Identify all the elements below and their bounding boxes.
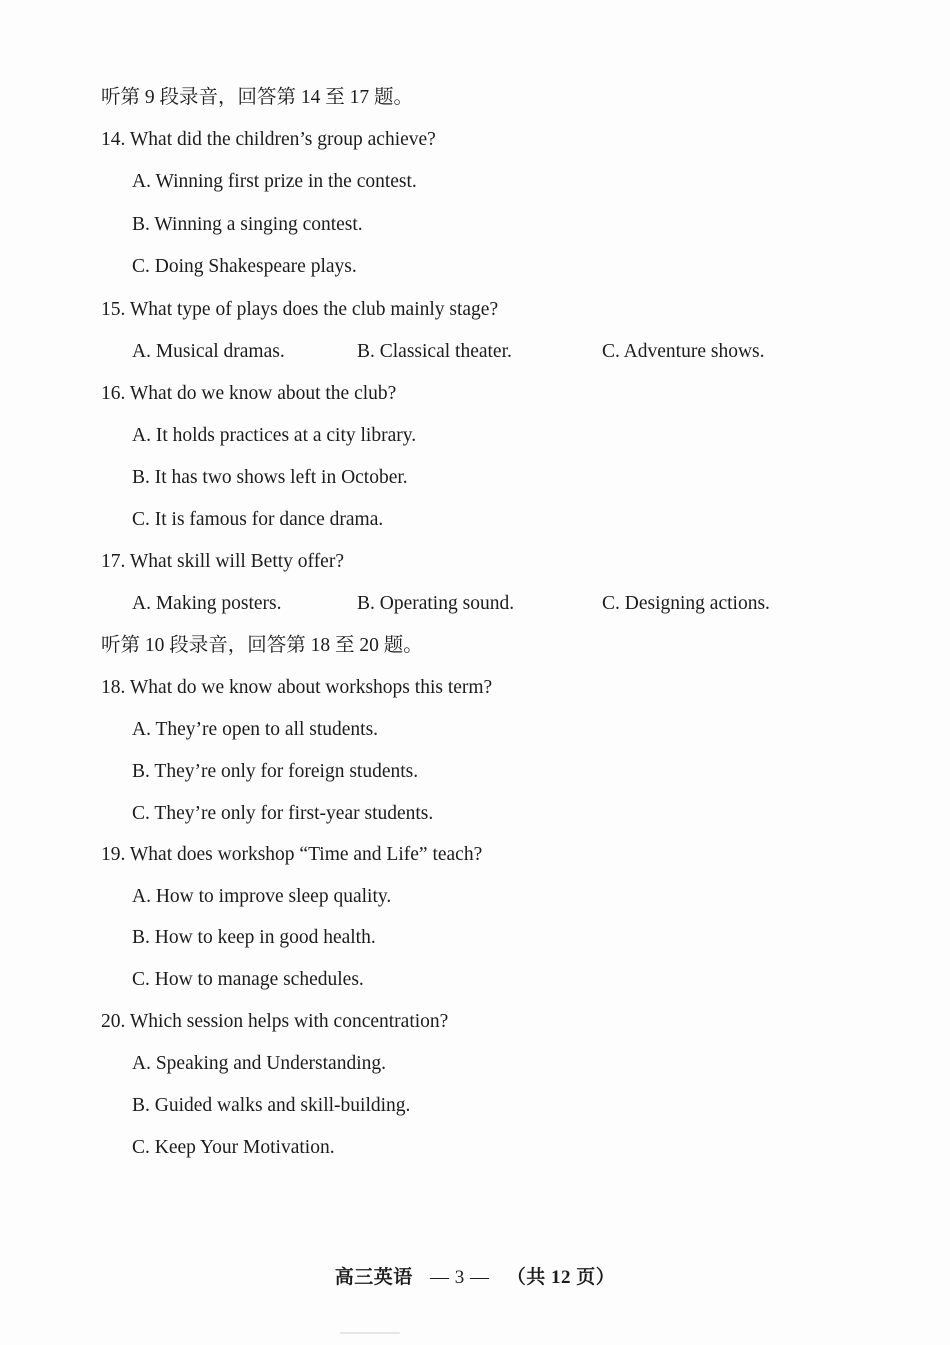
question-16-option-a: A. It holds practices at a city library. [132,425,417,446]
question-16-option-c: C. It is famous for dance drama. [132,509,384,530]
question-19-option-b: B. How to keep in good health. [132,927,376,948]
question-18-option-a: A. They’re open to all students. [132,719,379,740]
question-15-option-a: A. Musical dramas. [132,341,285,362]
question-14-option-c: C. Doing Shakespeare plays. [132,256,357,277]
question-18-stem: 18. What do we know about workshops this term? [101,677,493,698]
question-20-stem: 20. Which session helps with concentration? [101,1011,449,1032]
question-19-option-c: C. How to manage schedules. [132,969,364,990]
question-18-option-c: C. They’re only for first-year students. [132,803,434,824]
question-16-option-b: B. It has two shows left in October. [132,467,408,488]
question-18-option-b: B. They’re only for foreign students. [132,761,419,782]
question-17-option-a: A. Making posters. [132,593,282,614]
question-20-option-a: A. Speaking and Understanding. [132,1053,386,1074]
scan-mark [340,1332,400,1334]
question-15-stem: 15. What type of plays does the club mainly stage? [101,299,499,320]
section-heading-10: 听第 10 段录音，回答第 18 至 20 题。 [101,635,423,656]
question-15-option-b: B. Classical theater. [357,341,512,362]
question-14-option-b: B. Winning a singing contest. [132,214,363,235]
footer-subject: 高三英语 [334,1267,413,1288]
question-14-stem: 14. What did the children’s group achieve? [101,129,436,150]
section-heading-9: 听第 9 段录音，回答第 14 至 17 题。 [101,87,414,108]
question-14-option-a: A. Winning first prize in the contest. [132,171,417,192]
question-19-stem: 19. What does workshop “Time and Life” teach? [101,844,483,865]
question-20-option-c: C. Keep Your Motivation. [132,1137,335,1158]
footer-total-pages: （共 12 页） [506,1267,616,1288]
page-footer [0,1266,950,1290]
question-17-option-c: C. Designing actions. [602,593,770,614]
question-17-stem: 17. What skill will Betty offer? [101,551,344,572]
footer-page-number: — 3 — [430,1267,490,1288]
question-15-option-c: C. Adventure shows. [602,341,765,362]
question-20-option-b: B. Guided walks and skill-building. [132,1095,411,1116]
question-17-option-b: B. Operating sound. [357,593,515,614]
question-19-option-a: A. How to improve sleep quality. [132,886,392,907]
question-16-stem: 16. What do we know about the club? [101,383,397,404]
